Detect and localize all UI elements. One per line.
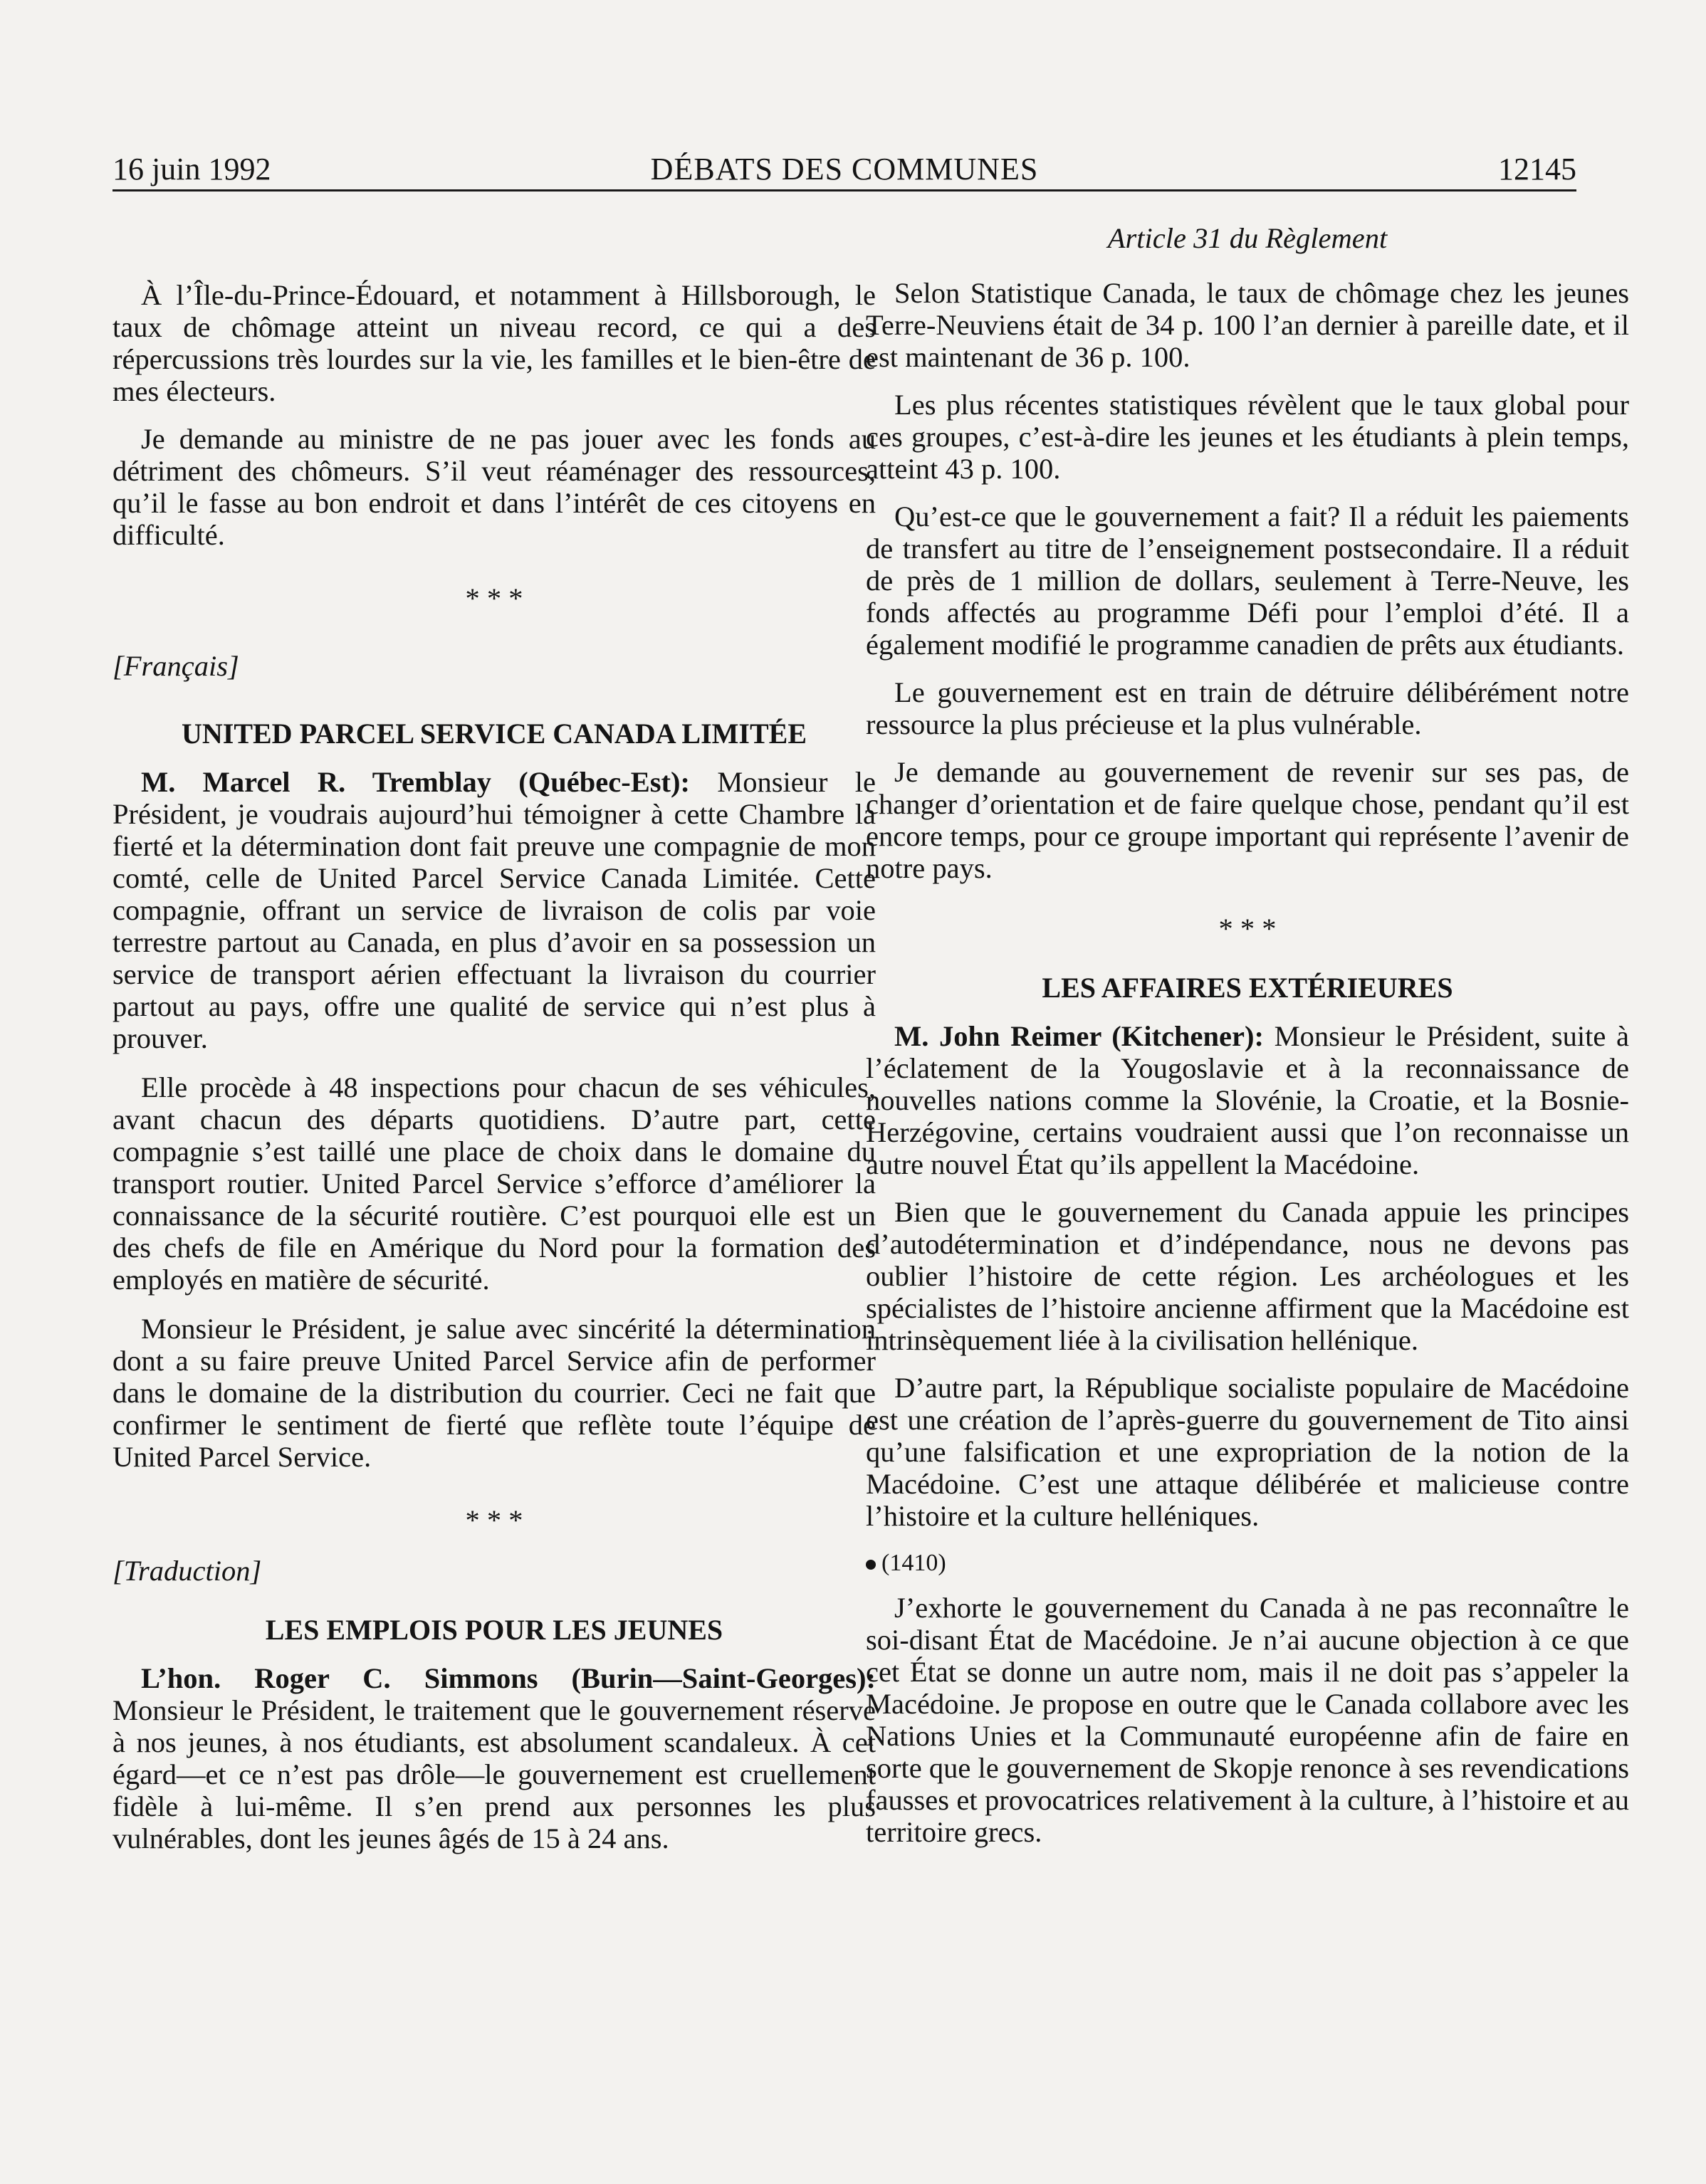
paragraph xyxy=(112,766,876,1054)
paragraph: Monsieur le Président, je salue avec sincérité la détermination dont a su faire preuve United Parcel Service afin de performer dans le domaine de la distribution du courrier. Ceci ne fait que confirmer le sentiment de fierté que reflète toute l’équipe de United Parcel Service. xyxy=(112,1313,876,1473)
left-column xyxy=(112,279,876,1854)
paragraph: Qu’est-ce que le gouvernement a fait? Il a réduit les paiements de transfert au titre de l’enseignement postsecondaire. Il a réduit de près de 1 million de dollars, seulement à Terre-Neuve, les fonds affectés au programme Défi pour l’emploi d’été. Il a également modifié le programme canadien de prêts aux étudiants. xyxy=(866,500,1629,661)
time-label: (1410) xyxy=(881,1550,946,1576)
section-separator: * * * xyxy=(465,1504,523,1536)
section-heading: UNITED PARCEL SERVICE CANADA LIMITÉE xyxy=(181,718,807,750)
header-date: 16 juin 1992 xyxy=(112,152,271,187)
paragraph xyxy=(112,1662,876,1854)
paragraph: Elle procède à 48 inspections pour chacun de ses véhicules, avant chacun des départs quotidiens. D’autre part, cette compagnie s’est taillé une place de choix dans le domaine du transport routier. United Parcel Service s’efforce d’améliorer la connaissance de la sécurité routière. C’est pourquoi elle est un des chefs de file en Amérique du Nord pour la formation des employés en matière de sécurité. xyxy=(112,1071,876,1296)
paragraph: Le gouvernement est en train de détruire délibérément notre ressource la plus précieuse et la plus vulnérable. xyxy=(866,676,1629,740)
speech-text: Monsieur le Président, suite à l’éclatement de la Yougoslavie et à la reconnaissance de nouvelles nations comme la Slovénie, la Croatie, et la Bosnie-Herzégovine, certains voudraient aussi que l’on reconnaisse un autre nouvel État qu’ils appellent la Macédoine. xyxy=(866,1020,1629,1180)
time-marker xyxy=(866,1548,1629,1579)
header-title: DÉBATS DES COMMUNES xyxy=(650,152,1039,187)
speech-text: Monsieur le Président, je voudrais aujourd’hui témoigner à cette Chambre la fierté et la détermination dont fait preuve une compagnie de mon comté, celle de United Parcel Service Canada Limitée. Cette compagnie, offrant un service de livraison de colis par voie terrestre partout au Canada, en plus d’avoir en sa possession un service de transport aérien effectuant la livraison du courrier partout au pays, offre une qualité de service qui n’est plus à prouver. xyxy=(112,766,876,1054)
paragraph: D’autre part, la République socialiste populaire de Macédoine est une création de l’après-guerre du gouvernement de Tito ainsi qu’une falsification et une expropriation de la notion de la Macédoine. C’est une attaque délibérée et malicieuse contre l’histoire et la culture helléniques. xyxy=(866,1372,1629,1532)
right-column xyxy=(866,222,1629,1848)
section-separator: * * * xyxy=(1218,913,1277,945)
paragraph: Les plus récentes statistiques révèlent que le taux global pour ces groupes, c’est-à-dire les jeunes et les étudiants à plein temps, atteint 43 p. 100. xyxy=(866,389,1629,485)
language-marker: [Traduction] xyxy=(112,1555,262,1587)
section-heading: LES AFFAIRES EXTÉRIEURES xyxy=(1042,972,1453,1004)
speaker-name: M. John Reimer (Kitchener): xyxy=(894,1020,1264,1052)
paragraph: À l’Île-du-Prince-Édouard, et notamment à Hillsborough, le taux de chômage atteint un niveau record, ce qui a des répercussions très lourdes sur la vie, les familles et le bien-être de mes électeurs. xyxy=(112,279,876,407)
section-separator: * * * xyxy=(465,582,523,614)
section-heading: LES EMPLOIS POUR LES JEUNES xyxy=(265,1614,723,1646)
paragraph: Je demande au gouvernement de revenir sur ses pas, de changer d’orientation et de faire quelque chose, pendant qu’il est encore temps, pour ce groupe important qui représente l’avenir de notre pays. xyxy=(866,756,1629,884)
paragraph: J’exhorte le gouvernement du Canada à ne pas reconnaître le soi-disant État de Macédoine. Je n’ai aucune objection à ce que cet État se donne un autre nom, mais il ne doit pas s’appeler la Macédoine. Je propose en outre que le Canada collabore avec les Nations Unies et la Communauté européenne afin de faire en sorte que le gouvernement de Skopje renonce à ses revendications fausses et provocatrices relativement à la culture, à l’histoire et au territoire grecs. xyxy=(866,1592,1629,1848)
paragraph: Selon Statistique Canada, le taux de chômage chez les jeunes Terre-Neuviens était de 34 p. 100 l’an dernier à pareille date, et il est maintenant de 36 p. 100. xyxy=(866,277,1629,373)
speaker-name: M. Marcel R. Tremblay (Québec-Est): xyxy=(141,766,690,798)
paragraph: Je demande au ministre de ne pas jouer avec les fonds au détriment des chômeurs. S’il veut réaménager des ressources, qu’il le fasse au bon endroit et dans l’intérêt de ces citoyens en difficulté. xyxy=(112,423,876,551)
article-reference: Article 31 du Règlement xyxy=(1107,222,1388,254)
paragraph xyxy=(866,1020,1629,1180)
page-header xyxy=(112,148,1576,191)
header-page-number: 12145 xyxy=(1498,152,1576,187)
speaker-name: L’hon. Roger C. Simmons (Burin—Saint-Georges): xyxy=(141,1662,876,1694)
language-marker: [Français] xyxy=(112,650,239,682)
paragraph: Bien que le gouvernement du Canada appuie les principes d’autodétermination et d’indépendance, nous ne devons pas oublier l’histoire de cette région. Les archéologues et les spécialistes de l’histoire ancienne affirment que la Macédoine est intrinsèquement liée à la civilisation hellénique. xyxy=(866,1196,1629,1356)
speech-text: Monsieur le Président, le traitement que le gouvernement réserve à nos jeunes, à nos étudiants, est absolument scandaleux. À cet égard—et ce n’est pas drôle—le gouvernement est cruellement fidèle à lui-même. Il s’en prend aux personnes les plus vulnérables, dont les jeunes âgés de 15 à 24 ans. xyxy=(112,1694,876,1854)
header-rule xyxy=(112,189,1576,191)
bullet-icon xyxy=(866,1560,876,1570)
